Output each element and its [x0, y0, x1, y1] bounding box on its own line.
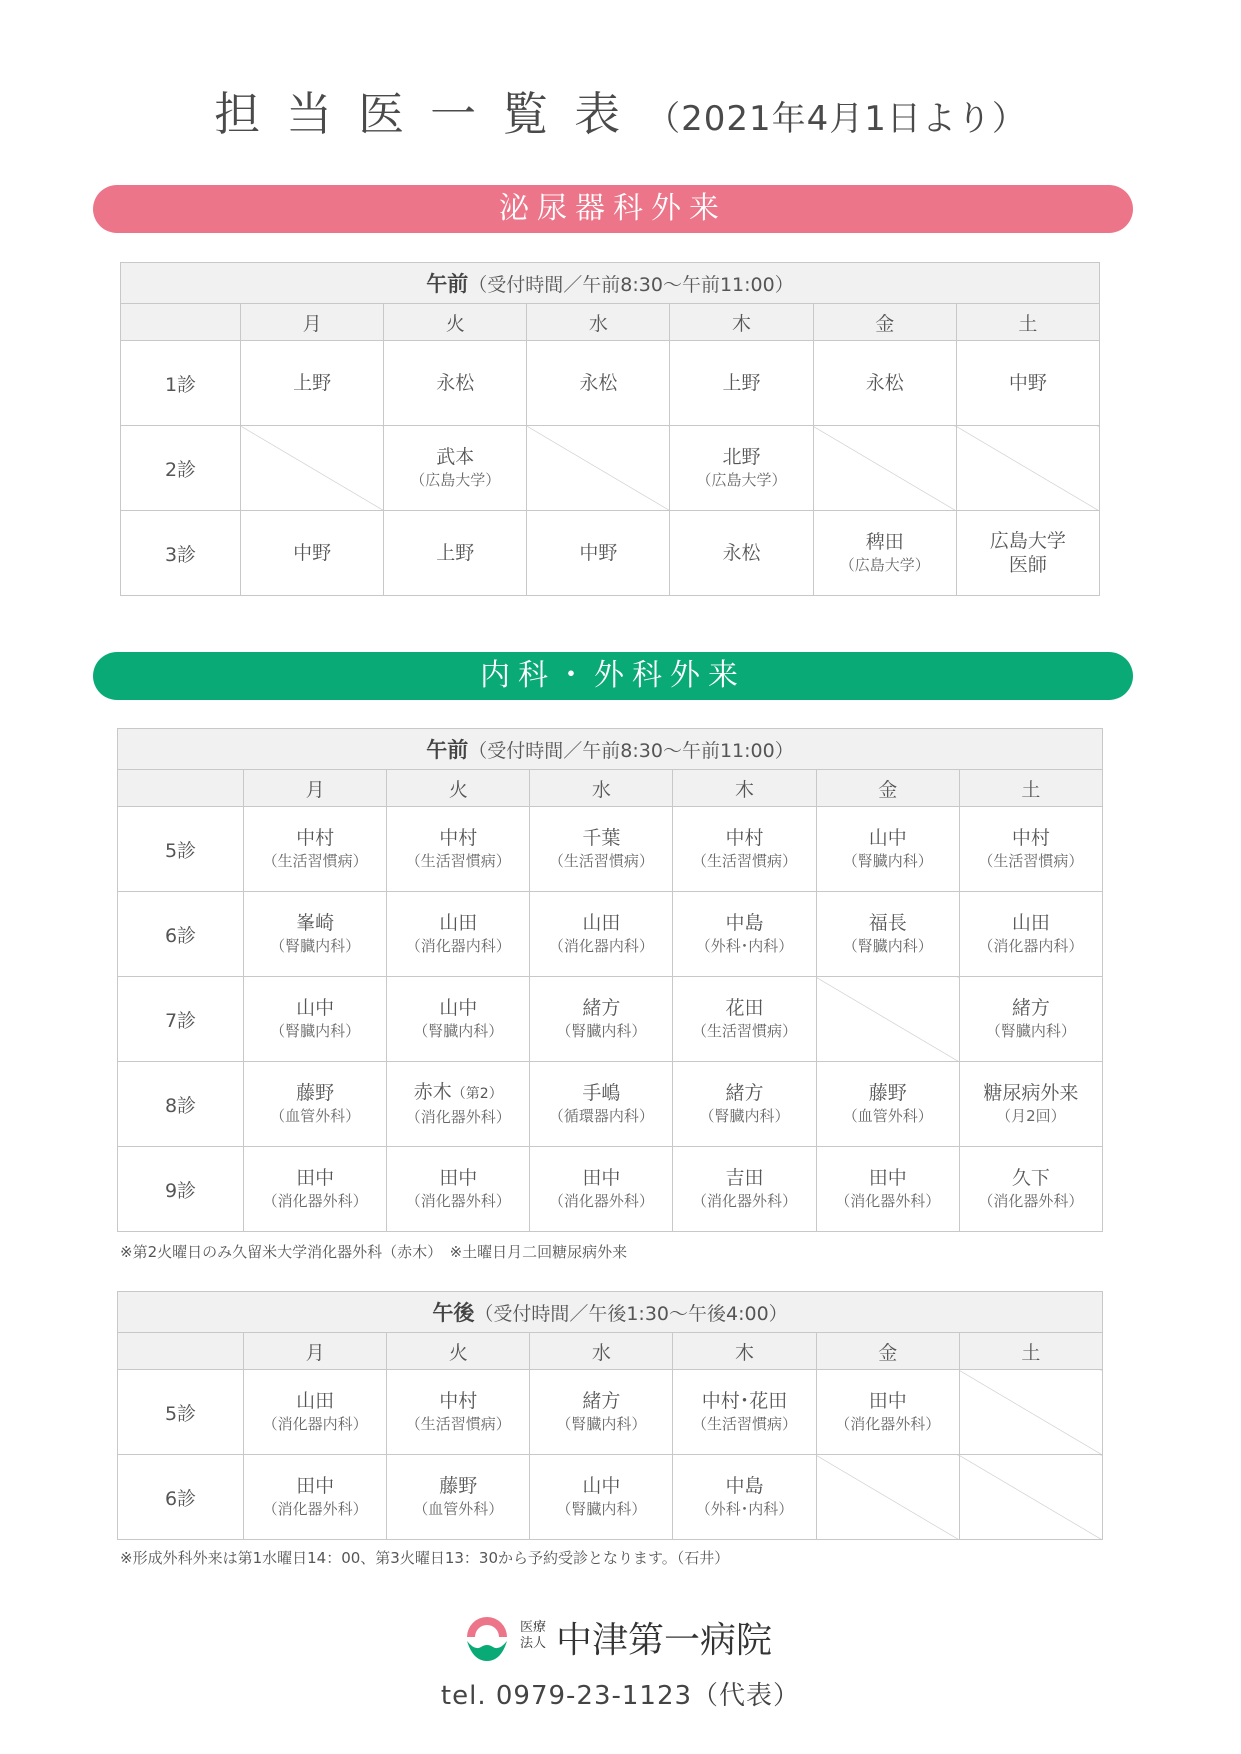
- doctor-cell: [530, 1455, 673, 1540]
- clinic-room-label: 6診: [118, 1455, 244, 1540]
- doctor-cell: [241, 511, 384, 596]
- weekday-4: 金: [816, 1333, 959, 1370]
- doctor-name: [673, 1474, 815, 1498]
- doctor-name: [387, 1389, 529, 1413]
- doctor-department: （広島大学）: [410, 471, 501, 489]
- doctor-department: （消化器内科）: [262, 1415, 368, 1433]
- internal-am-table: [117, 728, 1103, 1232]
- doctor-department: （消化器外科）: [405, 1192, 511, 1210]
- hospital-logo-icon: [463, 1615, 511, 1663]
- weekday-5: 土: [956, 304, 1099, 341]
- doctor-name-text: 山中: [296, 997, 335, 1019]
- empty-slot: [816, 977, 959, 1062]
- weekday-4: 金: [813, 304, 956, 341]
- doctor-name: [244, 1474, 386, 1498]
- doctor-name: [673, 1081, 815, 1105]
- doctor-name: [241, 541, 383, 565]
- doctor-name-text: 武本: [436, 446, 475, 468]
- empty-slot: [816, 1455, 959, 1540]
- weekday-row: [118, 770, 1103, 807]
- doctor-name: [817, 1081, 959, 1105]
- doctor-cell: [244, 1062, 387, 1147]
- weekday-2: 水: [530, 1333, 673, 1370]
- doctor-name: [530, 826, 672, 850]
- doctor-name-text: 永松: [436, 372, 475, 394]
- clinic-row: [121, 426, 1100, 511]
- doctor-name: [530, 1474, 672, 1498]
- doctor-name-text: 赤木: [413, 1081, 452, 1103]
- clinic-room-label: 9診: [118, 1147, 244, 1232]
- doctor-department: （生活習慣病）: [692, 1022, 798, 1040]
- doctor-name-text: 上野: [436, 542, 475, 564]
- doctor-name: [384, 371, 526, 395]
- table-header-row: [121, 263, 1100, 304]
- doctor-name-text: 藤野: [439, 1475, 478, 1497]
- doctor-cell: [673, 892, 816, 977]
- clinic-room-label: 6診: [118, 892, 244, 977]
- doctor-name-text: 山田: [582, 912, 621, 934]
- empty-slot: [813, 426, 956, 511]
- doctor-department: （生活習慣病）: [978, 852, 1084, 870]
- doctor-name-text: 緒方: [582, 1390, 621, 1412]
- weekday-0: 月: [241, 304, 384, 341]
- weekday-corner: [121, 304, 241, 341]
- weekday-5: 土: [959, 770, 1102, 807]
- doctor-name: [673, 826, 815, 850]
- doctor-name-text: 山中: [439, 997, 478, 1019]
- doctor-name-text: 山中: [868, 827, 907, 849]
- doctor-name-text: 糖尿病外来: [983, 1082, 1079, 1104]
- doctor-department: （生活習慣病）: [692, 852, 798, 870]
- doctor-cell: [956, 341, 1099, 426]
- doctor-cell: [244, 1455, 387, 1540]
- doctor-department: （広島大学）: [839, 556, 930, 574]
- clinic-row: [118, 1370, 1103, 1455]
- doctor-name: [960, 996, 1102, 1020]
- doctor-cell: [244, 1147, 387, 1232]
- doctor-cell: [384, 341, 527, 426]
- doctor-cell: [530, 807, 673, 892]
- doctor-cell: [530, 1370, 673, 1455]
- doctor-cell: [244, 977, 387, 1062]
- doctor-cell: [387, 1370, 530, 1455]
- doctor-name: [241, 371, 383, 395]
- doctor-name-text: 上野: [293, 372, 332, 394]
- doctor-cell: [813, 511, 956, 596]
- doctor-cell: [387, 807, 530, 892]
- doctor-name: [960, 911, 1102, 935]
- doctor-name-text: 永松: [865, 372, 904, 394]
- doctor-department: （腎臓内科）: [556, 1415, 647, 1433]
- doctor-cell: [673, 807, 816, 892]
- doctor-department: （腎臓内科）: [270, 1022, 361, 1040]
- doctor-cell: [387, 1455, 530, 1540]
- weekday-2: 水: [530, 770, 673, 807]
- doctor-name-text: 吉田: [725, 1167, 764, 1189]
- doctor-department: （消化器外科）: [835, 1192, 941, 1210]
- doctor-name-text: 田中: [868, 1167, 907, 1189]
- clinic-row: [118, 1062, 1103, 1147]
- doctor-name: [530, 1389, 672, 1413]
- doctor-name-text: 緒方: [725, 1082, 764, 1104]
- weekday-row: [121, 304, 1100, 341]
- doctor-name-text: 田中: [582, 1167, 621, 1189]
- doctor-name-text: 峯崎: [296, 912, 335, 934]
- doctor-cell: [387, 1147, 530, 1232]
- hospital-name: 中津第一病院: [556, 1620, 773, 1661]
- doctor-cell: [530, 1147, 673, 1232]
- doctor-name: [530, 996, 672, 1020]
- doctor-cell: [244, 807, 387, 892]
- doctor-department: （腎臓内科）: [842, 937, 933, 955]
- doctor-cell: [673, 1062, 816, 1147]
- doctor-department: （生活習慣病）: [548, 852, 654, 870]
- session-name: 午後: [432, 1301, 475, 1325]
- doctor-cell: [530, 1062, 673, 1147]
- doctor-cell: [244, 1370, 387, 1455]
- doctor-department: （生活習慣病）: [692, 1415, 798, 1433]
- page-title-main: 担当医一覧表: [214, 87, 647, 141]
- doctor-department: （消化器外科）: [835, 1415, 941, 1433]
- doctor-cell: [387, 977, 530, 1062]
- doctor-cell: [387, 892, 530, 977]
- doctor-name-text: 中島: [725, 912, 764, 934]
- weekday-3: 木: [670, 304, 813, 341]
- doctor-cell: [530, 892, 673, 977]
- clinic-row: [121, 341, 1100, 426]
- doctor-name-text: 中村: [439, 827, 478, 849]
- section-internal-surgery-header: 内科・外科外来: [93, 652, 1133, 700]
- doctor-department: （消化器内科）: [978, 937, 1084, 955]
- doctor-cell: [530, 977, 673, 1062]
- session-name: 午前: [426, 738, 469, 762]
- doctor-name: [957, 529, 1099, 553]
- doctor-name-text: 緒方: [1011, 997, 1050, 1019]
- doctor-name-text: 中野: [1008, 372, 1047, 394]
- doctor-name: [384, 541, 526, 565]
- doctor-department: （血管外科）: [842, 1107, 933, 1125]
- doctor-name-text: 北野: [722, 446, 761, 468]
- reception-hours: （受付時間／午前8:30〜午前11:00）: [468, 740, 794, 762]
- doctor-name: [817, 1389, 959, 1413]
- doctor-name: [244, 1166, 386, 1190]
- doctor-department: （消化器外科）: [262, 1192, 368, 1210]
- reception-hours: （受付時間／午前8:30〜午前11:00）: [468, 274, 794, 296]
- doctor-cell: [670, 341, 813, 426]
- doctor-name-text: 千葉: [582, 827, 621, 849]
- doctor-name-text: 花田: [725, 997, 764, 1019]
- doctor-department: （循環器内科）: [548, 1107, 654, 1125]
- empty-slot: [959, 1370, 1102, 1455]
- doctor-department: （腎臓内科）: [270, 937, 361, 955]
- empty-slot: [527, 426, 670, 511]
- corporation-type-line1: 医療: [520, 1620, 547, 1635]
- doctor-department: （広島大学）: [696, 471, 787, 489]
- doctor-name: [244, 1389, 386, 1413]
- doctor-name: [960, 826, 1102, 850]
- doctor-department: （生活習慣病）: [262, 852, 368, 870]
- clinic-row: [118, 807, 1103, 892]
- doctor-name: [530, 911, 672, 935]
- doctor-cell: [813, 341, 956, 426]
- doctor-name: [814, 371, 956, 395]
- doctor-department: （外科･内科）: [695, 1500, 794, 1518]
- doctor-name-text: 山田: [1011, 912, 1050, 934]
- doctor-department: （腎臓内科）: [413, 1022, 504, 1040]
- doctor-name-text: 中村: [725, 827, 764, 849]
- doctor-name: [673, 1389, 815, 1413]
- doctor-name-text: 広島大学: [989, 530, 1066, 552]
- doctor-name-text: 山田: [439, 912, 478, 934]
- doctor-cell: [673, 1147, 816, 1232]
- doctor-name-text: 手嶋: [582, 1082, 621, 1104]
- doctor-name: [670, 445, 812, 469]
- doctor-name-text: 永松: [722, 542, 761, 564]
- clinic-row: [118, 1147, 1103, 1232]
- doctor-name: [244, 996, 386, 1020]
- doctor-department: （消化器外科）: [978, 1192, 1084, 1210]
- doctor-name: [960, 1081, 1102, 1105]
- page-title-date: （2021年4月1日より）: [646, 99, 1027, 139]
- doctor-department: （腎臓内科）: [556, 1500, 647, 1518]
- doctor-cell: [959, 977, 1102, 1062]
- corporation-type: [520, 1620, 546, 1652]
- doctor-cell: [670, 511, 813, 596]
- doctor-name-line2: 医師: [1008, 554, 1047, 576]
- doctor-name: [387, 826, 529, 850]
- doctor-name-text: 久下: [1011, 1167, 1050, 1189]
- doctor-name-text: 田中: [296, 1167, 335, 1189]
- doctor-name-text: 中村: [439, 1390, 478, 1412]
- doctor-cell: [387, 1062, 530, 1147]
- doctor-department: （月2回）: [996, 1107, 1066, 1125]
- empty-slot: [959, 1455, 1102, 1540]
- doctor-name: [673, 996, 815, 1020]
- clinic-row: [121, 511, 1100, 596]
- doctor-name: [530, 1166, 672, 1190]
- session-header: [118, 729, 1103, 770]
- doctor-cell: [816, 1147, 959, 1232]
- doctor-name-text: 中島: [725, 1475, 764, 1497]
- weekday-2: 水: [527, 304, 670, 341]
- doctor-name: [673, 911, 815, 935]
- doctor-name: [244, 911, 386, 935]
- doctor-department: （腎臓内科）: [842, 852, 933, 870]
- doctor-name-text: 緒方: [582, 997, 621, 1019]
- week-note: （第2）: [451, 1086, 503, 1102]
- corporation-type-line2: 法人: [520, 1636, 547, 1651]
- note-first-table: ※第2火曜日のみ久留米大学消化器外科（赤木） ※土曜日月二回糖尿病外来: [120, 1243, 628, 1261]
- doctor-name: [530, 1081, 672, 1105]
- table-header-row: [118, 729, 1103, 770]
- doctor-name: [960, 1166, 1102, 1190]
- doctor-cell: [527, 511, 670, 596]
- doctor-department: （消化器外科）: [405, 1108, 511, 1126]
- doctor-department: （消化器外科）: [692, 1192, 798, 1210]
- urology-am-table: [120, 262, 1100, 596]
- doctor-department: （消化器内科）: [405, 937, 511, 955]
- doctor-name: [957, 371, 1099, 395]
- clinic-room-label: 2診: [121, 426, 241, 511]
- doctor-name-text: 藤野: [296, 1082, 335, 1104]
- doctor-name: [817, 911, 959, 935]
- doctor-name: [670, 541, 812, 565]
- doctor-name: [387, 1080, 529, 1106]
- clinic-room-label: 8診: [118, 1062, 244, 1147]
- doctor-department: （血管外科）: [413, 1500, 504, 1518]
- doctor-cell: [816, 1370, 959, 1455]
- doctor-cell: [959, 1147, 1102, 1232]
- clinic-row: [118, 977, 1103, 1062]
- doctor-name: [244, 1081, 386, 1105]
- doctor-department: （血管外科）: [270, 1107, 361, 1125]
- doctor-name: [387, 1166, 529, 1190]
- doctor-name: [527, 371, 669, 395]
- session-name: 午前: [426, 272, 469, 296]
- doctor-department: （腎臓内科）: [699, 1107, 790, 1125]
- doctor-cell: [816, 892, 959, 977]
- clinic-row: [118, 892, 1103, 977]
- doctor-name-text: 藤野: [868, 1082, 907, 1104]
- doctor-name-text: 福長: [868, 912, 907, 934]
- doctor-name-text: 中野: [293, 542, 332, 564]
- doctor-department: （消化器内科）: [548, 937, 654, 955]
- weekday-0: 月: [244, 770, 387, 807]
- doctor-name-text: 中村: [296, 827, 335, 849]
- doctor-cell: [673, 1455, 816, 1540]
- doctor-name-text: 山田: [296, 1390, 335, 1412]
- weekday-1: 火: [387, 770, 530, 807]
- note-plastic-surgery: ※形成外科外来は第1水曜日14：00、第3火曜日13：30から予約受診となります。（石井）: [120, 1549, 730, 1567]
- clinic-room-label: 1診: [121, 341, 241, 426]
- reception-hours: （受付時間／午後1:30〜午後4:00）: [474, 1303, 788, 1325]
- doctor-cell: [673, 1370, 816, 1455]
- clinic-room-label: 7診: [118, 977, 244, 1062]
- doctor-name-text: 稗田: [865, 531, 904, 553]
- doctor-department: （消化器外科）: [548, 1192, 654, 1210]
- doctor-department: （生活習慣病）: [405, 1415, 511, 1433]
- weekday-4: 金: [816, 770, 959, 807]
- doctor-cell: [959, 807, 1102, 892]
- empty-slot: [241, 426, 384, 511]
- doctor-cell: [527, 341, 670, 426]
- doctor-cell: [956, 511, 1099, 596]
- weekday-3: 木: [673, 770, 816, 807]
- table-header-row: [118, 1292, 1103, 1333]
- doctor-cell: [816, 1062, 959, 1147]
- weekday-1: 火: [384, 304, 527, 341]
- doctor-name-text: 上野: [722, 372, 761, 394]
- doctor-name-text: 山中: [582, 1475, 621, 1497]
- doctor-cell: [241, 341, 384, 426]
- clinic-room-label: 5診: [118, 807, 244, 892]
- clinic-room-label: 5診: [118, 1370, 244, 1455]
- doctor-name: [244, 826, 386, 850]
- doctor-name: [817, 1166, 959, 1190]
- doctor-name-text: 中村: [1011, 827, 1050, 849]
- doctor-department: （消化器外科）: [262, 1500, 368, 1518]
- weekday-row: [118, 1333, 1103, 1370]
- doctor-department: （腎臓内科）: [985, 1022, 1076, 1040]
- internal-pm-table: [117, 1291, 1103, 1540]
- doctor-name: [673, 1166, 815, 1190]
- doctor-cell: [959, 1062, 1102, 1147]
- doctor-cell: [670, 426, 813, 511]
- doctor-department: （外科･内科）: [695, 937, 794, 955]
- doctor-cell: [384, 511, 527, 596]
- doctor-cell: [673, 977, 816, 1062]
- session-header: [118, 1292, 1103, 1333]
- empty-slot: [956, 426, 1099, 511]
- doctor-name: [817, 826, 959, 850]
- doctor-name-text: 田中: [296, 1475, 335, 1497]
- doctor-cell: [384, 426, 527, 511]
- doctor-department: （生活習慣病）: [405, 852, 511, 870]
- doctor-department: （腎臓内科）: [556, 1022, 647, 1040]
- doctor-name-text: 田中: [868, 1390, 907, 1412]
- doctor-cell: [959, 892, 1102, 977]
- doctor-name-text: 中野: [579, 542, 618, 564]
- session-header: [121, 263, 1100, 304]
- section-urology-header: 泌尿器科外来: [93, 185, 1133, 233]
- doctor-name: [387, 911, 529, 935]
- doctor-name: [670, 371, 812, 395]
- doctor-name: [387, 996, 529, 1020]
- doctor-name-text: 永松: [579, 372, 618, 394]
- doctor-name: [814, 530, 956, 554]
- weekday-5: 土: [959, 1333, 1102, 1370]
- clinic-room-label: 3診: [121, 511, 241, 596]
- weekday-0: 月: [244, 1333, 387, 1370]
- doctor-name: [387, 1474, 529, 1498]
- doctor-name-text: 田中: [439, 1167, 478, 1189]
- hospital-tel: tel. 0979-23-1123（代表）: [440, 1681, 801, 1711]
- page-title: [0, 78, 1241, 144]
- weekday-corner: [118, 1333, 244, 1370]
- doctor-cell: [816, 807, 959, 892]
- doctor-name: [527, 541, 669, 565]
- weekday-corner: [118, 770, 244, 807]
- doctor-name-text: 中村･花田: [701, 1390, 788, 1412]
- doctor-name: [384, 445, 526, 469]
- clinic-row: [118, 1455, 1103, 1540]
- weekday-3: 木: [673, 1333, 816, 1370]
- weekday-1: 火: [387, 1333, 530, 1370]
- doctor-cell: [244, 892, 387, 977]
